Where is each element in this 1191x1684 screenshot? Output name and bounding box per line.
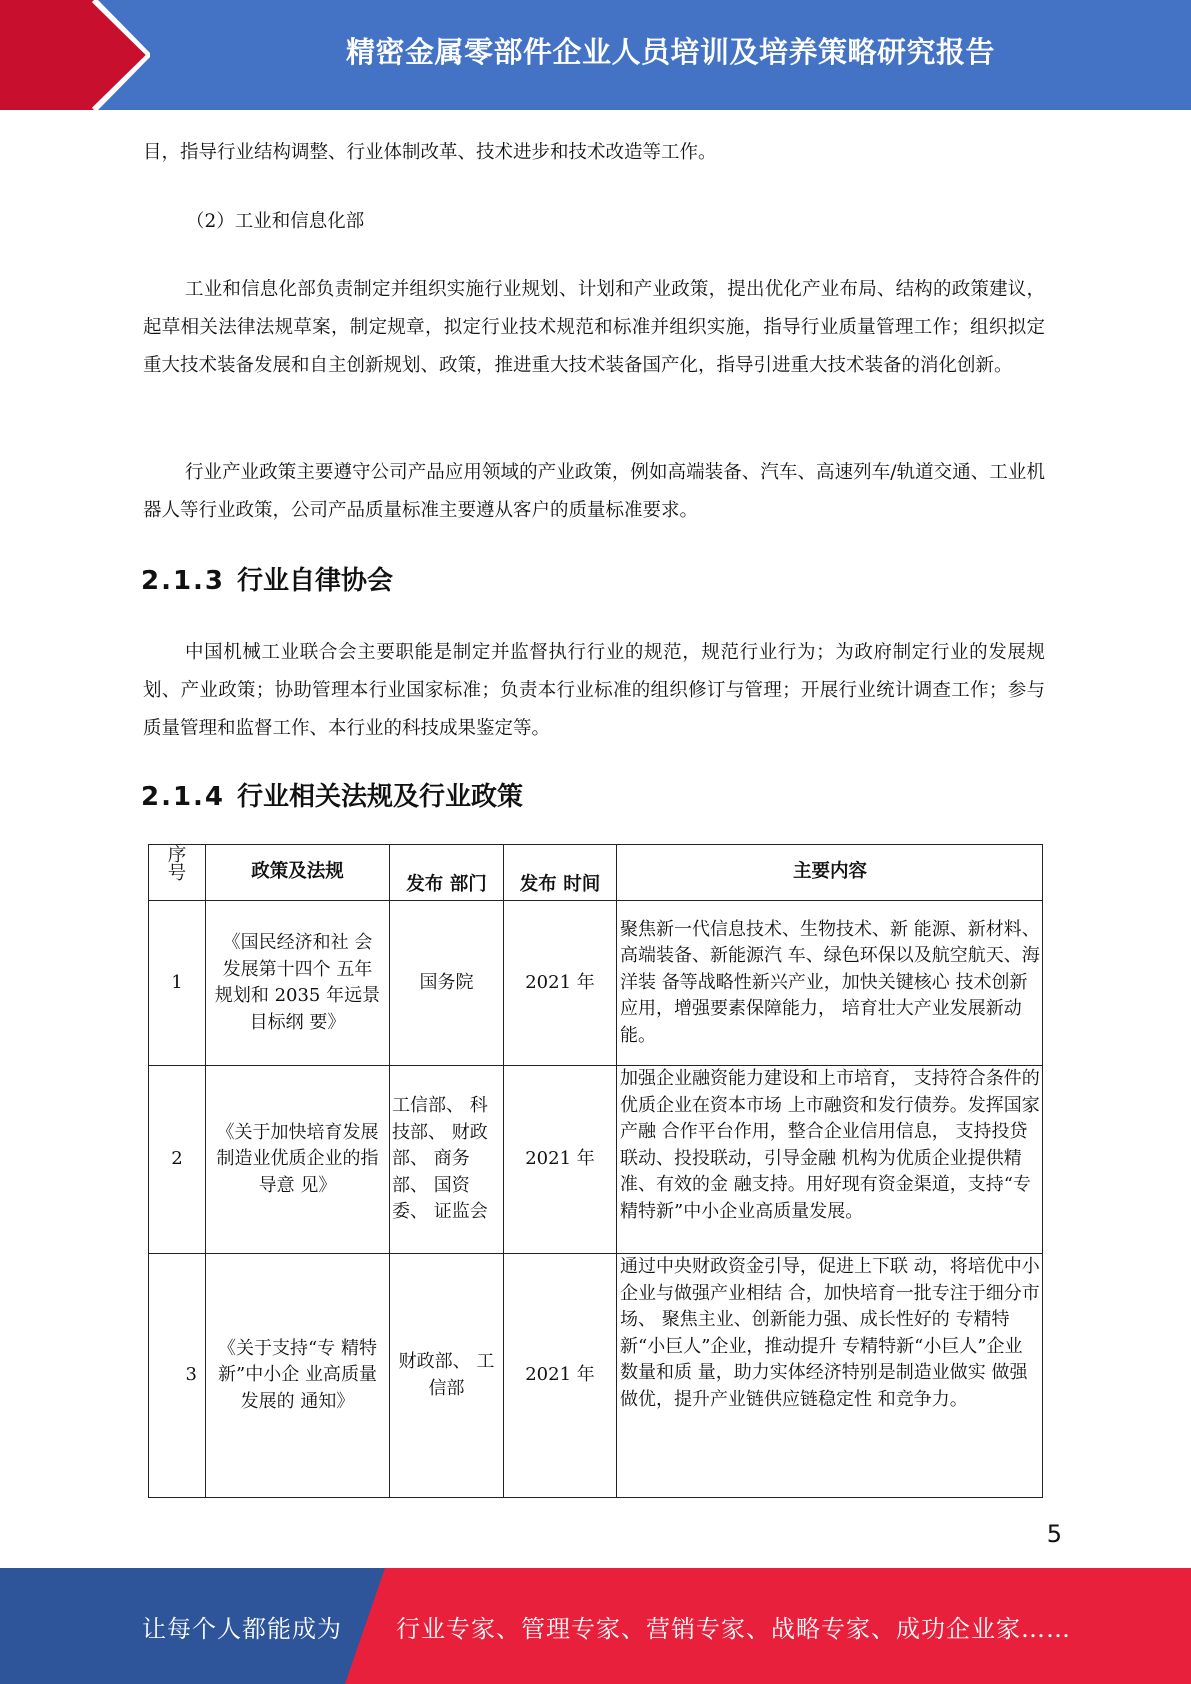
page-number: 5 (1046, 1520, 1062, 1548)
paragraph-miit: 工业和信息化部负责制定并组织实施行业规划、计划和产业政策，提出优化产业布局、结构的政策建议，起草相关法律法规草案，制定规章，拟定行业技术规范和标准并组织实施，指导行业质量管理工作；组织拟定重大技术装备发展和自主创新规划、政策，推进重大技术装备国产化，指导引进重大技术装备的消化创新。 (143, 279, 1045, 376)
issue-date: 2021 年 (504, 901, 617, 1066)
paragraph-association: 中国机械工业联合会主要职能是制定并监督执行行业的规范，规范行业行为；为政府制定行业的发展规划、产业政策；协助管理本行业国家标准；负责本行业标准的组织修订与管理；开展行业统计调查工作；参与质量管理和监督工作、本行业的科技成果鉴定等。 (143, 642, 1045, 739)
subsection-label-miit: （2）工业和信息化部 (186, 211, 365, 232)
policy-content: 聚焦新一代信息技术、生物技术、新 能源、新材料、高端装备、新能源汽 车、绿色环保以及航空航天、海洋装 备等战略性新兴产业，加快关键核心 技术创新应用，增强要素保障能力， 培育壮大产业发展新动能。 (617, 901, 1043, 1066)
row-index: 3 (149, 1254, 206, 1498)
policy-name: 《关于支持“专 精特新”中小企 业高质量发展的 通知》 (206, 1254, 390, 1498)
policy-table (148, 844, 1043, 1498)
issuing-department: 国务院 (390, 901, 504, 1066)
row-index: 1 (149, 901, 206, 1066)
column-header-policy: 政策及法规 (206, 845, 390, 901)
section-title: 行业自律协会 (237, 566, 394, 596)
header-chevron-decoration (0, 0, 150, 110)
table-row (149, 901, 1043, 1066)
column-header-date: 发布 时间 (504, 845, 617, 901)
policy-name: 《关于加快培育发展制造业优质企业的指导意 见》 (206, 1066, 390, 1254)
table-header-row (149, 845, 1043, 901)
issue-date: 2021 年 (504, 1066, 617, 1254)
section-heading-2-1-3 (141, 560, 393, 597)
page-footer (0, 1568, 1191, 1684)
table-row (149, 1066, 1043, 1254)
table-row (149, 1254, 1043, 1498)
issuing-department: 工信部、 科技部、 财政部、 商务部、 国资委、 证监会 (390, 1066, 504, 1254)
column-header-index: 序 号 (149, 845, 206, 901)
section-title: 行业相关法规及行业政策 (237, 782, 524, 812)
policy-name: 《国民经济和社 会发展第十四个 五年规划和 2035 年远景目标纲 要》 (206, 901, 390, 1066)
paragraph-continuation: 目，指导行业结构调整、行业体制改革、技术进步和技术改造等工作。 (143, 142, 717, 163)
paragraph-industry-policy: 行业产业政策主要遵守公司产品应用领域的产业政策，例如高端装备、汽车、高速列车/轨道交通、工业机器人等行业政策，公司产品质量标准主要遵从客户的质量标准要求。 (143, 462, 1045, 521)
footer-slogan-right: 行业专家、管理专家、营销专家、战略专家、成功企业家…… (396, 1614, 1071, 1643)
footer-slogan-left: 让每个人都能成为 (142, 1614, 342, 1643)
section-number: 2.1.4 (141, 782, 226, 812)
row-index: 2 (149, 1066, 206, 1254)
policy-content: 通过中央财政资金引导，促进上下联 动，将培优中小企业与做强产业相结 合，加快培育一批专注于细分市场、 聚焦主业、创新能力强、成长性好的 专精特新“小巨人”企业，推动提升 专精特新“小巨人”企业数量和质 量，助力实体经济特别是制造业做实 做强做优，提升产业链供应链稳定性 和竞争力。 (617, 1254, 1043, 1498)
issue-date: 2021 年 (504, 1254, 617, 1498)
issuing-department: 财政部、 工信部 (390, 1254, 504, 1498)
column-header-department: 发布 部门 (390, 845, 504, 901)
section-heading-2-1-4 (141, 776, 523, 813)
column-header-content: 主要内容 (617, 845, 1043, 901)
section-number: 2.1.3 (141, 566, 226, 596)
policy-content: 加强企业融资能力建设和上市培育， 支持符合条件的优质企业在资本市场 上市融资和发行债券。发挥国家产融 合作平台作用，整合企业信用信息， 支持投贷联动、投投联动，引导金融 机构为优质企业提供精准、有效的金 融支持。用好现有资金渠道，支持“专精特新”中小企业高质量发展。 (617, 1066, 1043, 1254)
page-header (0, 0, 1191, 110)
report-title: 精密金属零部件企业人员培训及培养策略研究报告 (345, 34, 995, 69)
